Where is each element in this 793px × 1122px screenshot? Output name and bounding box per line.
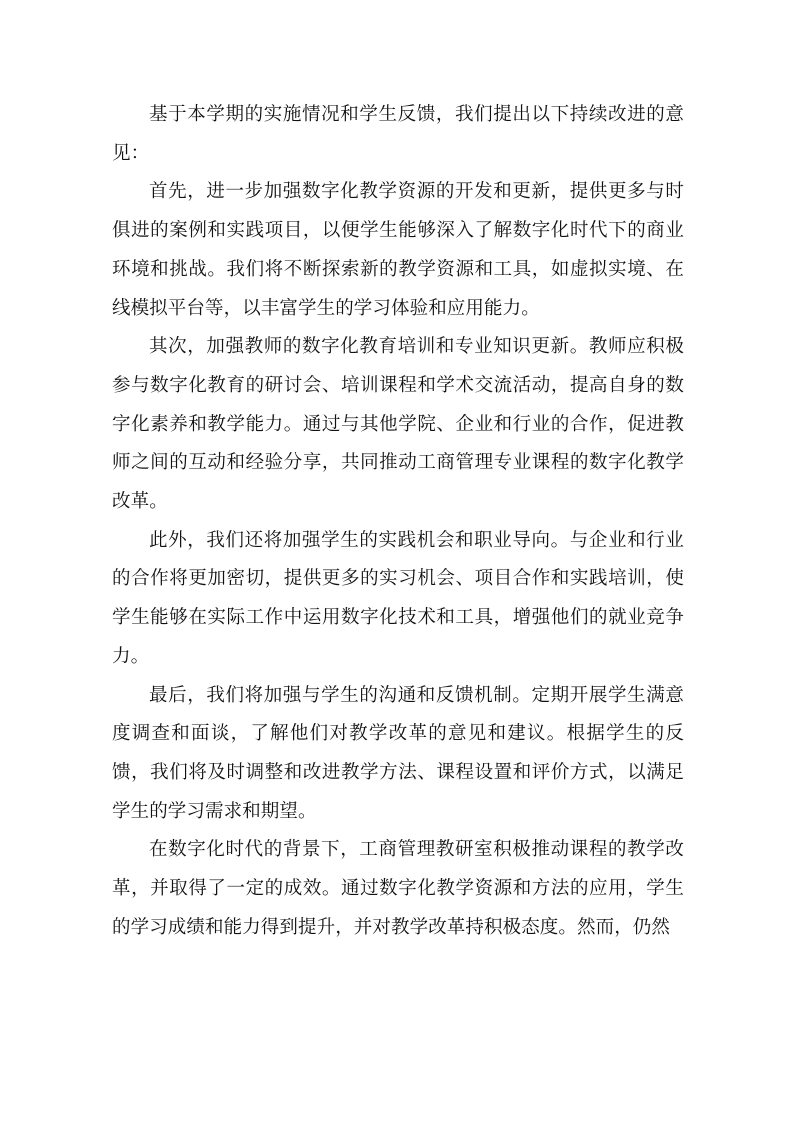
paragraph-finally: 最后，我们将加强与学生的沟通和反馈机制。定期开展学生满意度调查和面谈，了解他们对教学改革的意见和建议。根据学生的反馈，我们将及时调整和改进教学方法、课程设置和评价方式，以满足学生的学习需求和期望。 bbox=[112, 684, 684, 822]
paragraph-conclusion: 在数字化时代的背景下，工商管理教研室积极推动课程的教学改革，并取得了一定的成效。通过数字化教学资源和方法的应用，学生的学习成绩和能力得到提升，并对教学改革持积极态度。然而，仍然 bbox=[112, 839, 684, 938]
paragraph-additionally: 此外，我们还将加强学生的实践机会和职业导向。与企业和行业的合作将更加密切，提供更多的实习机会、项目合作和实践培训，使学生能够在实际工作中运用数字化技术和工具，增强他们的就业竞争力。 bbox=[112, 529, 684, 667]
document-body bbox=[112, 96, 684, 947]
paragraph-second: 其次，加强教师的数字化教育培训和专业知识更新。教师应积极参与数字化教育的研讨会、培训课程和学术交流活动，提高自身的数字化素养和教学能力。通过与其他学院、企业和行业的合作，促进教师之间的互动和经验分享，共同推动工商管理专业课程的数字化教学改革。 bbox=[112, 336, 684, 513]
paragraph-first: 首先，进一步加强数字化教学资源的开发和更新，提供更多与时俱进的案例和实践项目，以便学生能够深入了解数字化时代下的商业环境和挑战。我们将不断探索新的教学资源和工具，如虚拟实境、在线模拟平台等，以丰富学生的学习体验和应用能力。 bbox=[112, 181, 684, 319]
paragraph-intro: 基于本学期的实施情况和学生反馈，我们提出以下持续改进的意见： bbox=[112, 104, 684, 164]
